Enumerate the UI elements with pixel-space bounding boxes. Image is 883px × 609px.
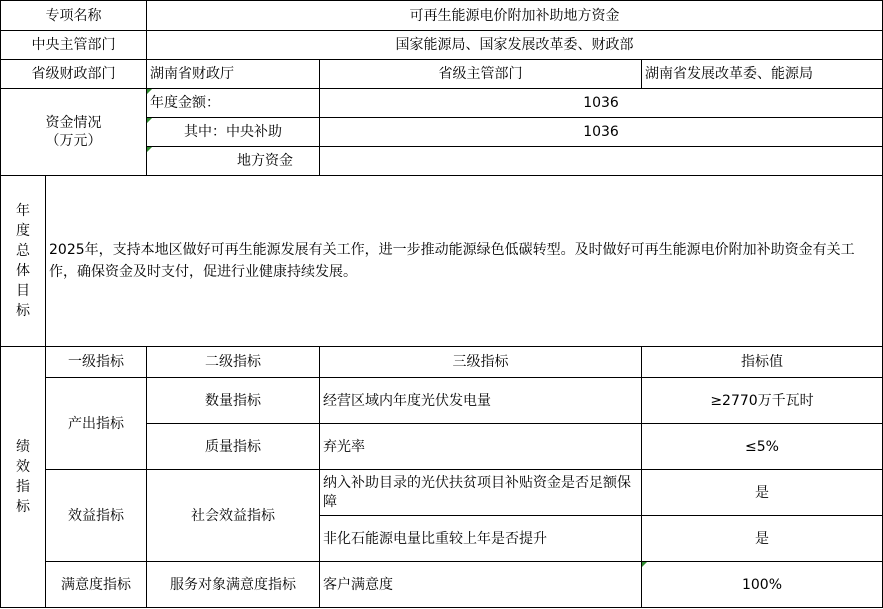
funds-label (1, 89, 147, 176)
funds-label-line1: 资金情况 (45, 115, 102, 131)
header-value: 指标值 (642, 347, 883, 378)
funds-label-line2: （万元） (45, 133, 102, 149)
row-satisfaction (1, 562, 883, 608)
benefit-indicator-label: 效益指标 (46, 470, 147, 562)
annual-goal-label (1, 176, 46, 347)
header-level1: 一级指标 (46, 347, 147, 378)
central-dept-label: 中央主管部门 (1, 31, 147, 60)
social-value-2: 是 (642, 516, 883, 562)
satisfaction-value: 100% (642, 562, 883, 608)
perf-char: 指 (16, 479, 30, 495)
row-funds-annual (1, 89, 883, 118)
funds-annual-value: 1036 (320, 89, 883, 118)
quality-value: ≤5% (642, 424, 883, 470)
header-level3: 三级指标 (320, 347, 642, 378)
project-name-label: 专项名称 (1, 1, 147, 31)
row-project-name (1, 1, 883, 31)
satisfaction-indicator-label: 满意度指标 (46, 562, 147, 608)
funds-central-label: 其中：中央补助 (147, 118, 320, 147)
quantity-item: 经营区域内年度光伏发电量 (320, 378, 642, 424)
provincial-finance-label: 省级财政部门 (1, 60, 147, 89)
provincial-admin-value: 湖南省发展改革委、能源局 (642, 60, 883, 89)
header-level2: 二级指标 (147, 347, 320, 378)
row-annual-goal (1, 176, 883, 347)
satisfaction-sub-label: 服务对象满意度指标 (147, 562, 320, 608)
goal-char: 目 (16, 283, 30, 299)
satisfaction-item: 客户满意度 (320, 562, 642, 608)
performance-label (1, 347, 46, 608)
output-indicator-label: 产出指标 (46, 378, 147, 470)
annual-goal-text: 2025年，支持本地区做好可再生能源发展有关工作，进一步推动能源绿色低碳转型。及时做好可再生能源电价附加补助资金有关工作，确保资金及时支付，促进行业健康持续发展。 (46, 176, 883, 347)
funds-central-value: 1036 (320, 118, 883, 147)
funds-annual-label: 年度金额： (147, 89, 320, 118)
quantity-value: ≥2770万千瓦时 (642, 378, 883, 424)
social-item-1: 纳入补助目录的光伏扶贫项目补贴资金是否足额保障 (320, 470, 642, 516)
perf-char: 效 (16, 459, 30, 475)
funds-local-value (320, 147, 883, 176)
row-quantity (1, 378, 883, 424)
social-item-2: 非化石能源电量比重较上年是否提升 (320, 516, 642, 562)
social-value-1: 是 (642, 470, 883, 516)
row-provincial (1, 60, 883, 89)
provincial-finance-value: 湖南省财政厅 (147, 60, 320, 89)
goal-char: 体 (16, 263, 30, 279)
row-perf-headers (1, 347, 883, 378)
central-dept-value: 国家能源局、国家发展改革委、财政部 (147, 31, 883, 60)
goal-char: 标 (16, 303, 30, 319)
goal-char: 度 (16, 223, 30, 239)
perf-char: 绩 (16, 439, 30, 455)
quality-indicator-label: 质量指标 (147, 424, 320, 470)
funds-local-label: 地方资金 (147, 147, 320, 176)
perf-char: 标 (16, 499, 30, 515)
quality-item: 弃光率 (320, 424, 642, 470)
provincial-admin-label: 省级主管部门 (320, 60, 642, 89)
quantity-indicator-label: 数量指标 (147, 378, 320, 424)
row-social-1 (1, 470, 883, 516)
goal-char: 总 (16, 243, 30, 259)
goal-char: 年 (16, 203, 30, 219)
project-name-value: 可再生能源电价附加补助地方资金 (147, 1, 883, 31)
social-benefit-label: 社会效益指标 (147, 470, 320, 562)
row-central-dept (1, 31, 883, 60)
